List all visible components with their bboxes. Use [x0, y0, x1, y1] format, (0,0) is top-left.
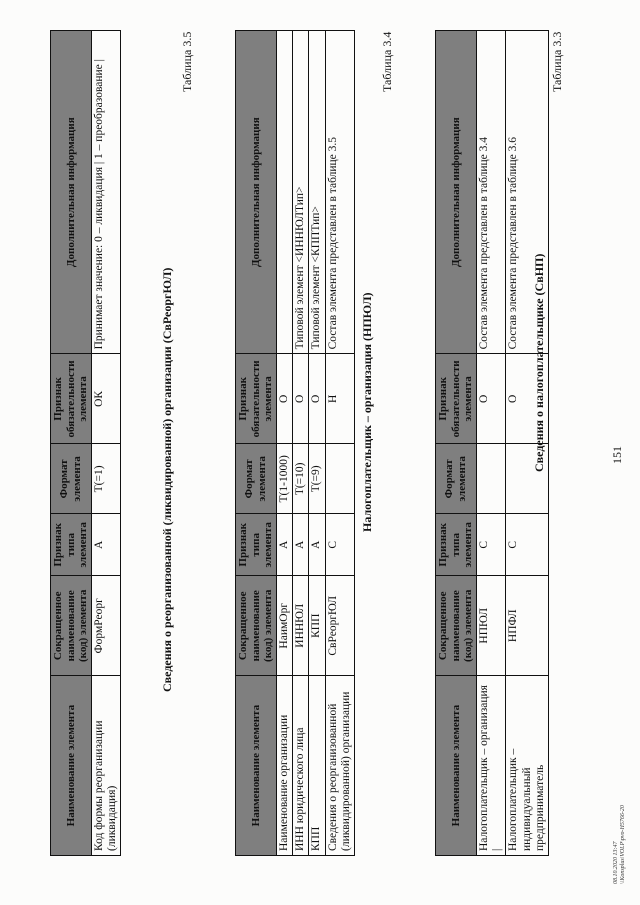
table-row: [476, 31, 505, 856]
rotated-content: [10, 12, 630, 892]
cell: НаимОрг: [276, 576, 292, 676]
cell: Состав элемента представлен в таблице 3.5: [325, 31, 354, 354]
cell: [476, 444, 505, 514]
cell: С: [506, 514, 549, 576]
header-cell: Признак типа элемента: [436, 514, 477, 576]
table-row: [506, 31, 549, 856]
cell: О: [276, 354, 292, 444]
cell: Наименование организации: [276, 676, 292, 856]
cell: А: [276, 514, 292, 576]
header-cell: Дополнительная информация: [436, 31, 477, 354]
cell: [276, 31, 292, 354]
table-row: [309, 31, 325, 856]
cell: [506, 444, 549, 514]
cell: С: [325, 514, 354, 576]
table-header-row: [236, 31, 277, 856]
table-3-4-title: Налогоплательщик – организация (НПЮЛ): [360, 292, 374, 532]
table-3-3: [435, 30, 549, 856]
table-3-5: [50, 30, 121, 856]
table-3-4: [235, 30, 355, 856]
cell: ИННЮЛ: [293, 576, 309, 676]
cell: Состав элемента представлен в таблице 3.6: [506, 31, 549, 354]
table-3-4-label: Таблица 3.4: [380, 31, 394, 92]
cell: А: [91, 514, 120, 576]
cell: Типовой элемент <КППТип>: [309, 31, 325, 354]
table-3-3-label: Таблица 3.3: [550, 31, 564, 92]
cell: КПП: [309, 676, 325, 856]
cell: С: [476, 514, 505, 576]
cell: Состав элемента представлен в таблице 3.4: [476, 31, 505, 354]
cell: T(=9): [309, 444, 325, 514]
table-3-5-label: Таблица 3.5: [180, 31, 194, 92]
footer-date: 08.10.2020 13:47: [613, 841, 619, 884]
header-cell: Признак обязательности элемента: [436, 354, 477, 444]
cell: ИНН юридического лица: [293, 676, 309, 856]
table-3-5-title: Сведения о реорганизованной (ликвидированной) организации (СвРеоргЮЛ): [160, 267, 174, 692]
cell: ОК: [91, 354, 120, 444]
header-cell: Сокращенное наименование (код) элемента: [236, 576, 277, 676]
cell: О: [476, 354, 505, 444]
cell: СвРеоргЮЛ: [325, 576, 354, 676]
header-cell: Сокращенное наименование (код) элемента: [436, 576, 477, 676]
footer-path: \\Konsplus\VOLP\pvo-H5766-20: [620, 805, 626, 884]
cell: А: [293, 514, 309, 576]
table-3-3-title: Сведения о налогоплательщике (СвНП): [532, 253, 546, 472]
table-header-row: [51, 31, 92, 856]
cell: T(=10): [293, 444, 309, 514]
cell: Код формы реорганизации (ликвидация): [91, 676, 120, 856]
cell: НПЮЛ: [476, 576, 505, 676]
header-cell: Наименование элемента: [236, 676, 277, 856]
cell: Принимает значение: 0 – ликвидация | 1 – преобразование |: [91, 31, 120, 354]
cell: ФормРеорг: [91, 576, 120, 676]
table-row: [293, 31, 309, 856]
cell: [325, 444, 354, 514]
header-cell: Наименование элемента: [436, 676, 477, 856]
table-row: [276, 31, 292, 856]
cell: КПП: [309, 576, 325, 676]
header-cell: Дополнительная информация: [236, 31, 277, 354]
cell: Н: [325, 354, 354, 444]
cell: А: [309, 514, 325, 576]
cell: Типовой элемент <ИННЮЛТип>: [293, 31, 309, 354]
table-row: [325, 31, 354, 856]
cell: T(=1): [91, 444, 120, 514]
table-row: [91, 31, 120, 856]
header-cell: Формат элемента: [436, 444, 477, 514]
cell: НПФЛ: [506, 576, 549, 676]
header-cell: Признак типа элемента: [51, 514, 92, 576]
header-cell: Признак типа элемента: [236, 514, 277, 576]
header-cell: Признак обязательности элемента: [51, 354, 92, 444]
header-cell: Сокращенное наименование (код) элемента: [51, 576, 92, 676]
table-header-row: [436, 31, 477, 856]
header-cell: Формат элемента: [236, 444, 277, 514]
header-cell: Признак обязательности элемента: [236, 354, 277, 444]
cell: Налогоплательщик – организация |: [476, 676, 505, 856]
cell: О: [506, 354, 549, 444]
header-cell: Дополнительная информация: [51, 31, 92, 354]
cell: T(1-1000): [276, 444, 292, 514]
cell: Налогоплательщик – индивидуальный предприниматель: [506, 676, 549, 856]
cell: О: [309, 354, 325, 444]
cell: О: [293, 354, 309, 444]
header-cell: Наименование элемента: [51, 676, 92, 856]
page-number: 151: [610, 446, 624, 464]
footer-note: [613, 805, 627, 884]
header-cell: Формат элемента: [51, 444, 92, 514]
cell: Сведения о реорганизованной (ликвидированной) организации: [325, 676, 354, 856]
